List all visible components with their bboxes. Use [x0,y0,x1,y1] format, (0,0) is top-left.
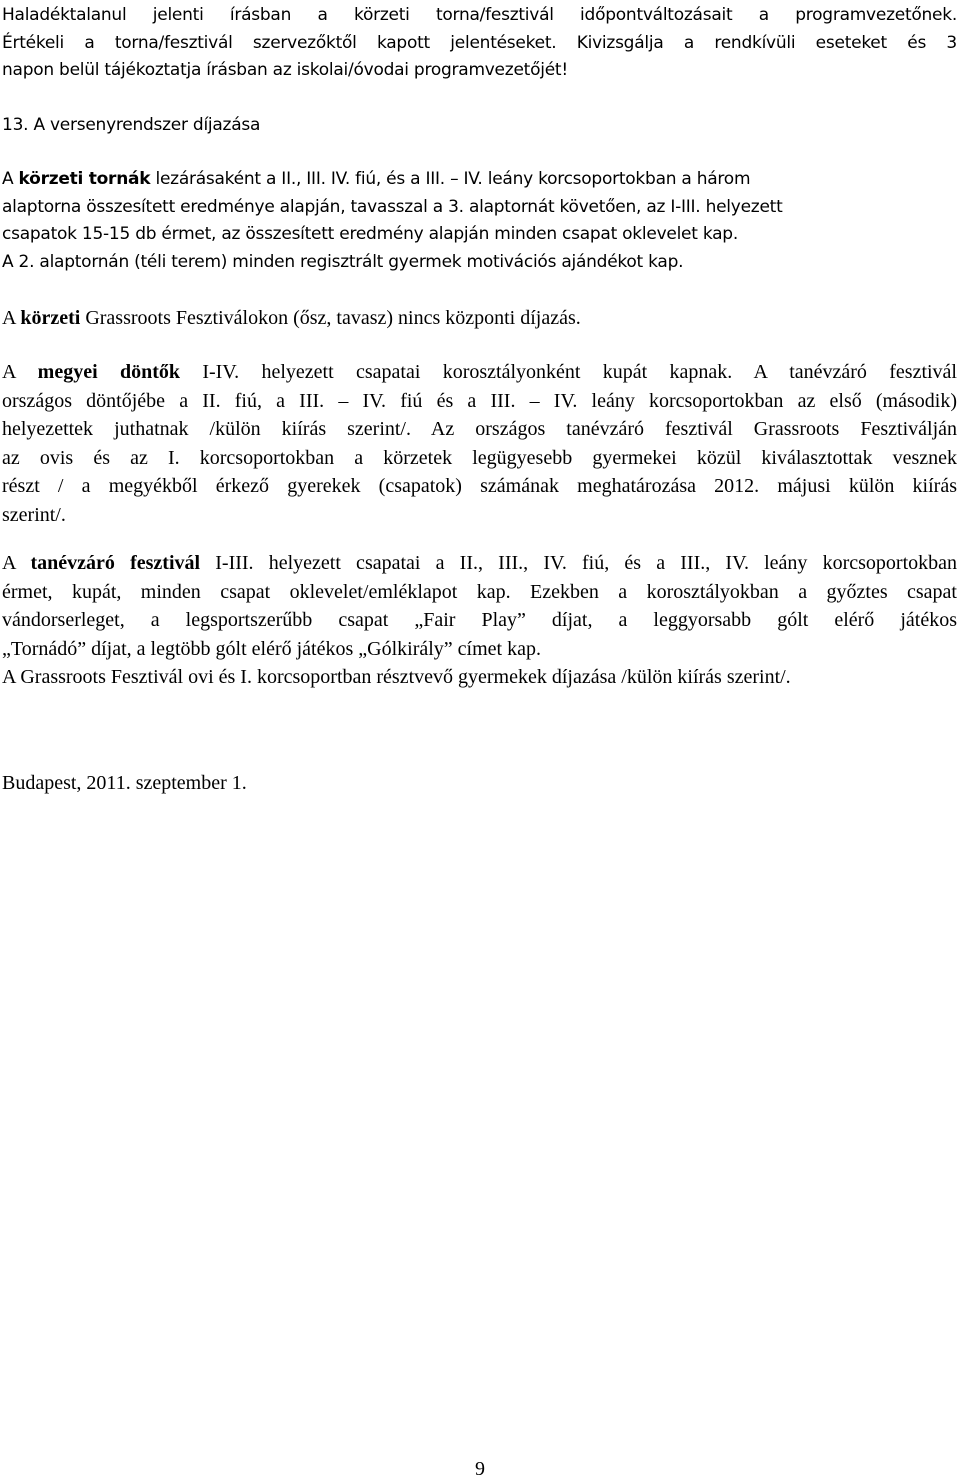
top-paragraph [2,2,957,85]
text-line: országos döntőjébe a II. fiú, a III. – IV. fiú és a III. – IV. leány korcsoportokban az első (második) [2,389,957,412]
text-run: I-IV. helyezett csapatai korosztályonként kupát kapnak. A tanévzáró fesztivál [180,361,957,383]
page-number: 9 [475,1458,485,1480]
text-line: „Tornádó” díjat, a legtöbb gólt elérő játékos „Gólkirály” címet kap. [2,637,541,660]
text-line [2,549,957,578]
text-line: vándorserleget, a legsportszerűbb csapat „Fair Play” díjat, a leggyorsabb gólt elérő játékos [2,609,957,631]
section-heading-text: 13. A versenyrendszer díjazása [2,115,261,135]
section-heading [2,115,957,135]
text-line [2,166,957,194]
place-date-text: Budapest, 2011. szeptember 1. [2,772,247,794]
county-paragraph [2,358,957,529]
text-line: Haladéktalanul jelenti írásban a körzeti torna/fesztivál időpontváltozásait a programvezetőnek. [2,5,957,25]
text-line [2,304,957,333]
text-line: napon belül tájékoztatja írásban az iskolai/óvodai programvezetőjét! [2,60,568,80]
place-date [2,769,957,798]
text-run: Grassroots Fesztiválokon (ősz, tavasz) nincs központi díjazás. [80,307,581,329]
text-line: Értékeli a torna/fesztivál szervezőktől kapott jelentéseket. Kivizsgálja a rendkívüli eseteket és 3 [2,32,957,53]
text-line: az ovis és az I. korcsoportokban a körzetek legügyesebb gyermekei közül kiválasztottak vesznek [2,446,957,469]
text-line: alaptorna összesített eredménye alapján, tavasszal a 3. alaptornát követően, az I-III. helyezett [2,196,783,217]
text-run: A [2,169,19,189]
text-line: részt / a megyékből érkező gyerekek (csapatok) számának meghatározása 2012. májusi külön kiírás [2,475,957,497]
text-line [2,358,957,387]
text-line: A Grassroots Fesztivál ovi és I. korcsoportban résztvevő gyermekek díjazása /külön kiírás szerint/. [2,666,791,688]
district-paragraph [2,166,957,276]
text-run: I-III. helyezett csapatai a II., III., IV. fiú, és a III., IV. leány korcsoportokban [200,552,957,574]
text-run: A [2,552,31,574]
grassroots-paragraph [2,304,957,333]
bold-term: tanévzáró fesztivál [30,552,201,574]
text-line: csapatok 15-15 db érmet, az összesített eredmény alapján minden csapat oklevelet kap. [2,224,738,244]
yearend-paragraph [2,549,957,692]
text-line: helyezettek juthatnak /külön kiírás szerint/. Az országos tanévzáró fesztivál Grassroots Fesztiválján [2,418,957,440]
text-line: A 2. alaptornán (téli terem) minden regisztrált gyermek motivációs ajándékot kap. [2,251,684,272]
text-run: A [2,361,38,383]
bold-term: megyei döntők [37,361,180,383]
text-run: lezárásaként a II., III. IV. fiú, és a III. – IV. leány korcsoportokban a három [150,169,751,189]
text-run: A [2,307,21,329]
text-line: szerint/. [2,503,66,526]
bold-term: körzeti tornák [18,169,151,189]
text-line: érmet, kupát, minden csapat oklevelet/emléklapot kap. Ezekben a korosztályokban a győztes csapat [2,580,957,603]
bold-term: körzeti [20,307,81,329]
